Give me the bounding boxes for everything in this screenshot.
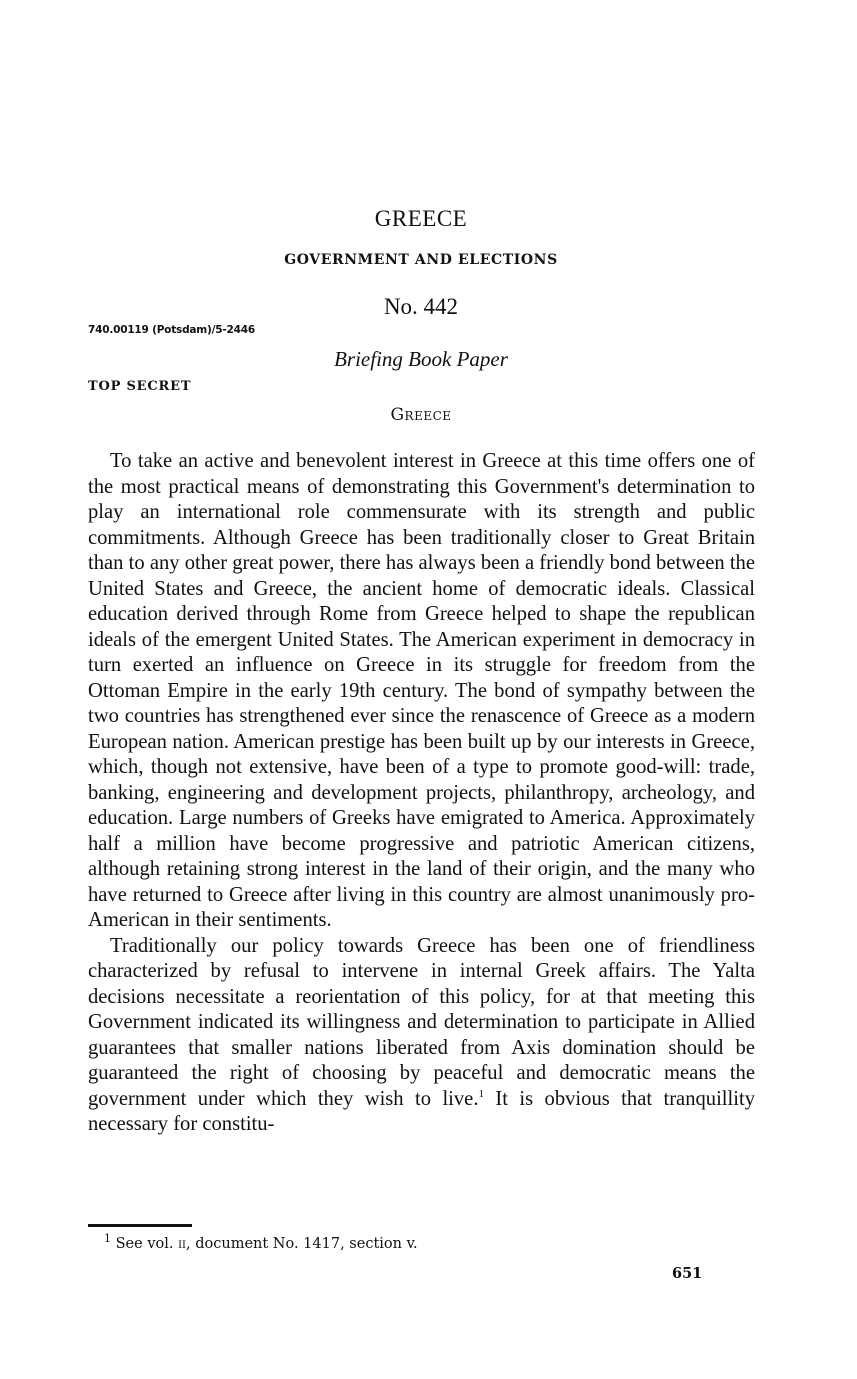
footnote-divider <box>88 1224 192 1227</box>
section-heading: GOVERNMENT AND ELECTIONS <box>284 252 558 268</box>
paragraph-2-text-a: Traditionally our policy towards Greece has been one of friendliness characterized by refusal to intervene in internal Greek affairs. The Yalta decisions necessitate a reorientation of this policy, for at that meeting this Government indicated its willingness and determination to participate in Allied guarantees that smaller nations liberated from Axis domination should be guaranteed the right of choosing by peaceful and democratic means the government under which they wish to live. <box>88 934 755 1110</box>
footnote-marker: 1 <box>104 1232 111 1246</box>
page-number: 651 <box>672 1265 703 1282</box>
footnote-reference: 1 <box>478 1087 484 1100</box>
body-text <box>88 449 755 1138</box>
paragraph-1: To take an active and benevolent interest in Greece at this time offers one of the most practical means of demonstrating this Government's determination to play an international role commensurate with its strength and public commitments. Although Greece has been traditionally closer to Great Britain than to any other great power, there has always been a friendly bond between the United States and Greece, the ancient home of democratic ideals. Classical education derived through Rome from Greece helped to shape the republican ideals of the emergent United States. The American experiment in democracy in turn exerted an influence on Greece in its struggle for freedom from the Ottoman Empire in the early 19th century. The bond of sympathy between the two countries has strengthened ever since the renascence of Greece as a modern European nation. American prestige has been built up by our interests in Greece, which, though not extensive, have been of a type to promote good-will: trade, banking, engineering and development projects, philanthropy, archeology, and education. Large numbers of Greeks have emigrated to America. Approximately half a million have become progressive and patriotic American citizens, although retaining strong interest in the land of their origin, and the many who have returned to Greece after living in this country are almost unanimously pro-American in their sentiments. <box>88 450 755 931</box>
footnote-text-b: , document No. 1417, section v. <box>186 1236 418 1252</box>
footnote-volume: ii <box>178 1236 186 1252</box>
file-number: 740.00119 (Potsdam)/5-2446 <box>88 324 255 336</box>
document-number: No. 442 <box>383 294 459 319</box>
document-type: Briefing Book Paper <box>334 347 508 371</box>
footnote-text-a: See vol. <box>111 1236 179 1252</box>
country-heading: GREECE <box>374 206 468 231</box>
paragraph-2 <box>88 934 755 1138</box>
document-subject: Greece <box>390 405 452 425</box>
footnote <box>104 1232 418 1252</box>
classification-label: TOP SECRET <box>88 379 192 394</box>
paragraph-2-text-b: It is obvious that tranquillity necessary for constitu- <box>88 1087 755 1135</box>
